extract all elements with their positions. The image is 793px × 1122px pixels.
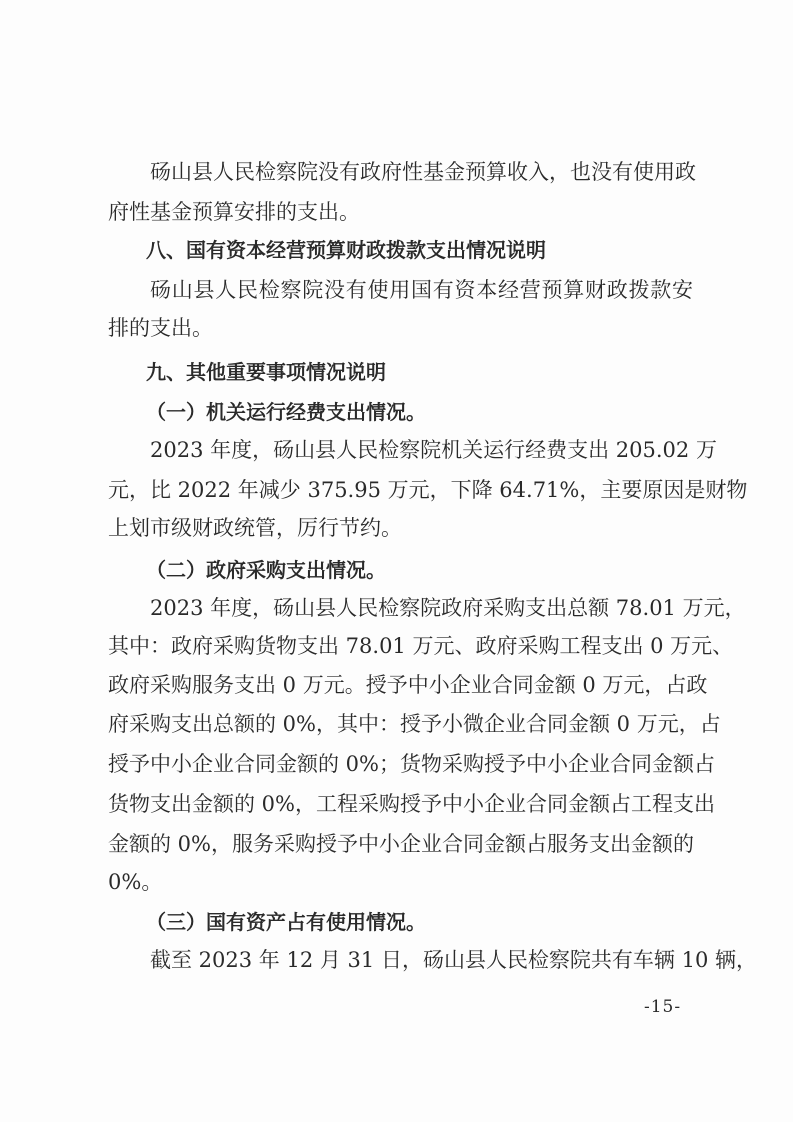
subsection-heading-1: （一）机关运行经费支出情况。 <box>146 400 426 424</box>
paragraph-line: 其中：政府采购货物支出 78.01 万元、政府采购工程支出 0 万元、 <box>108 634 734 658</box>
paragraph-line: 府性基金预算安排的支出。 <box>108 200 360 224</box>
paragraph-line: 砀山县人民检察院没有政府性基金预算收入，也没有使用政 <box>150 160 696 184</box>
paragraph-line: 2023 年度，砀山县人民检察院机关运行经费支出 205.02 万 <box>150 438 717 462</box>
paragraph-line: 金额的 0%，服务采购授予中小企业合同金额占服务支出金额的 <box>108 832 694 856</box>
page-number: -15- <box>644 997 682 1017</box>
paragraph-line: 0%。 <box>108 870 163 894</box>
paragraph-line: 府采购支出总额的 0%，其中：授予小微企业合同金额 0 万元，占 <box>108 712 721 736</box>
section-heading-8: 八、国有资本经营预算财政拨款支出情况说明 <box>146 238 546 262</box>
subsection-heading-2: （二）政府采购支出情况。 <box>146 558 386 582</box>
paragraph-line: 元，比 2022 年减少 375.95 万元，下降 64.71%，主要原因是财物 <box>108 478 748 502</box>
paragraph-line: 截至 2023 年 12 月 31 日，砀山县人民检察院共有车辆 10 辆， <box>150 948 758 972</box>
subsection-heading-3: （三）国有资产占有使用情况。 <box>146 910 426 934</box>
paragraph-line: 2023 年度，砀山县人民检察院政府采购支出总额 78.01 万元， <box>150 596 746 620</box>
paragraph-line: 排的支出。 <box>108 316 213 340</box>
paragraph-line: 砀山县人民检察院没有使用国有资本经营预算财政拨款安 <box>150 278 693 302</box>
paragraph-line: 政府采购服务支出 0 万元。授予中小企业合同金额 0 万元，占政 <box>108 673 708 697</box>
section-heading-9: 九、其他重要事项情况说明 <box>146 360 386 384</box>
paragraph-line: 上划市级财政统管，厉行节约。 <box>108 516 402 540</box>
paragraph-line: 货物支出金额的 0%，工程采购授予中小企业合同金额占工程支出 <box>108 792 715 816</box>
paragraph-line: 授予中小企业合同金额的 0%；货物采购授予中小企业合同金额占 <box>108 752 715 776</box>
